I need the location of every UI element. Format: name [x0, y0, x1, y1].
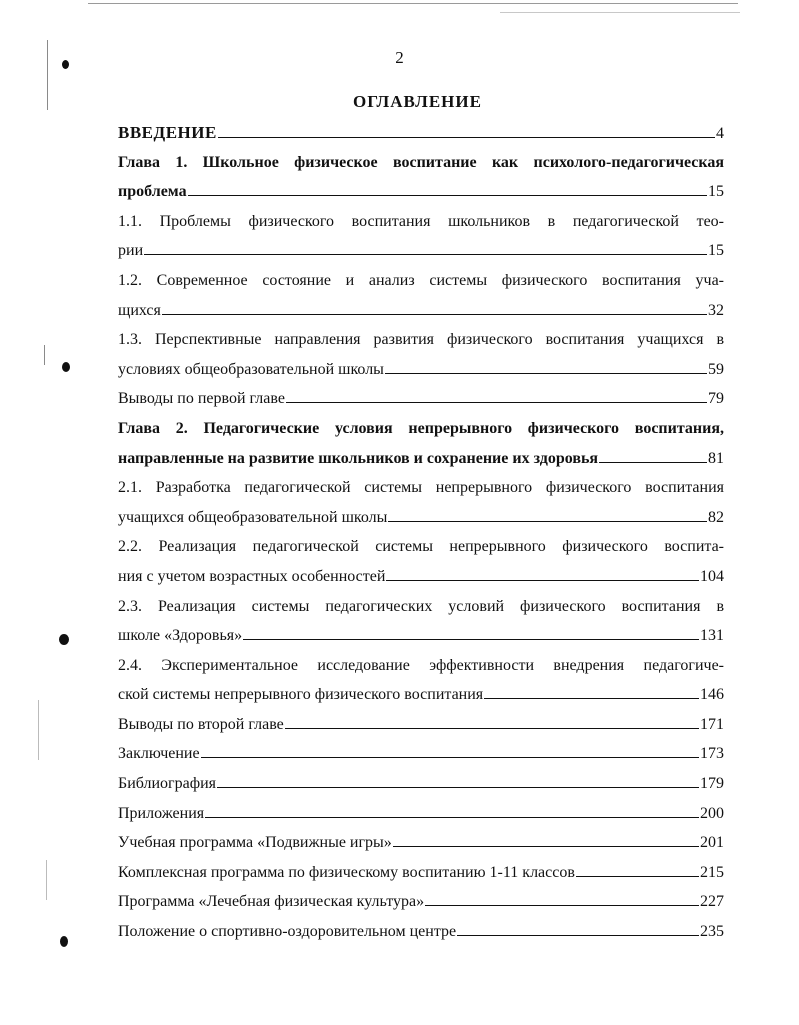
toc-entry — [118, 887, 724, 917]
toc-page-number: 15 — [708, 183, 724, 201]
toc-entry — [118, 651, 724, 710]
binder-hole-mark — [62, 362, 70, 372]
binder-hole-mark — [60, 936, 68, 947]
toc-entry — [118, 858, 724, 888]
toc-entry-text: 2.2. Реализация педагогической системы непрерывного физического воспита- — [118, 538, 724, 556]
table-of-contents — [118, 118, 724, 947]
margin-rule — [38, 700, 39, 760]
leader-line — [218, 137, 715, 138]
toc-title: ОГЛАВЛЕНИЕ — [353, 92, 482, 111]
toc-page-number: 179 — [700, 775, 724, 793]
leader-line — [386, 580, 699, 581]
leader-line — [243, 639, 699, 640]
margin-rule — [46, 860, 47, 900]
leader-line — [385, 373, 707, 374]
leader-line — [484, 698, 699, 699]
toc-entry — [118, 148, 724, 207]
toc-entry-text: ВВЕДЕНИЕ — [118, 123, 217, 142]
toc-entry-text: Библиография — [118, 775, 216, 793]
toc-entry — [118, 710, 724, 740]
toc-entry — [118, 917, 724, 947]
toc-entry — [118, 384, 724, 414]
toc-entry — [118, 325, 724, 384]
toc-entry — [118, 532, 724, 591]
toc-page-number: 81 — [708, 449, 724, 467]
toc-entry-text: проблема — [118, 183, 187, 201]
toc-entry-text: рии — [118, 242, 144, 260]
leader-line — [162, 314, 707, 315]
toc-entry — [118, 118, 724, 148]
toc-entry — [118, 769, 724, 799]
toc-entry-text: Положение о спортивно-оздоровительном центре — [118, 923, 457, 941]
binder-hole-mark — [59, 634, 69, 645]
leader-line — [188, 195, 707, 196]
toc-entry-text: Выводы по первой главе — [118, 390, 285, 408]
toc-page-number: 200 — [700, 804, 724, 822]
toc-entry — [118, 739, 724, 769]
toc-page-number: 171 — [700, 715, 724, 733]
toc-entry — [118, 266, 724, 325]
toc-entry — [118, 799, 724, 829]
leader-line — [457, 935, 699, 936]
toc-entry-text: 1.1. Проблемы физического воспитания школьников в педагогической тео- — [118, 212, 724, 230]
toc-entry-text: Выводы по второй главе — [118, 715, 284, 733]
toc-page-number: 59 — [708, 360, 724, 378]
leader-line — [285, 728, 699, 729]
toc-entry-text: 2.3. Реализация системы педагогических условий физического воспитания в — [118, 597, 724, 615]
toc-entry-text: Учебная программа «Подвижные игры» — [118, 834, 392, 852]
toc-page-number: 146 — [700, 686, 724, 704]
toc-entry-text: 1.3. Перспективные направления развития физического воспитания учащихся в — [118, 331, 724, 349]
toc-page-number: 79 — [708, 390, 724, 408]
toc-entry-text: 1.2. Современное состояние и анализ системы физического воспитания уча- — [118, 271, 724, 289]
toc-page-number: 82 — [708, 508, 724, 526]
toc-entry-text: школе «Здоровья» — [118, 627, 243, 645]
leader-line — [599, 462, 707, 463]
leader-line — [217, 787, 699, 788]
toc-entry — [118, 473, 724, 532]
toc-entry-text: учащихся общеобразовательной школы — [118, 508, 388, 526]
leader-line — [205, 817, 699, 818]
toc-entry-text: Комплексная программа по физическому воспитанию 1-11 классов — [118, 863, 575, 881]
toc-page-number: 32 — [708, 301, 724, 319]
scan-edge-line — [88, 3, 738, 4]
toc-entry-text: Программа «Лечебная физическая культура» — [118, 893, 425, 911]
toc-entry-text: ния с учетом возрастных особенностей — [118, 567, 386, 585]
toc-entry — [118, 414, 724, 473]
toc-page-number: 15 — [708, 242, 724, 260]
leader-line — [425, 905, 699, 906]
scan-edge-line — [500, 12, 740, 13]
toc-entry-text: Глава 2. Педагогические условия непрерывного физического воспитания, — [118, 419, 724, 437]
toc-page-number: 4 — [716, 125, 724, 142]
toc-entry-text: условиях общеобразовательной школы — [118, 360, 384, 378]
leader-line — [393, 846, 699, 847]
leader-line — [286, 402, 707, 403]
leader-line — [144, 254, 707, 255]
toc-entry — [118, 592, 724, 651]
toc-entry-text: 2.1. Разработка педагогической системы непрерывного физического воспитания — [118, 479, 724, 497]
toc-page-number: 227 — [700, 893, 724, 911]
toc-page-number: 173 — [700, 745, 724, 763]
toc-entry-text: щихся — [118, 301, 161, 319]
toc-entry-text: ской системы непрерывного физического воспитания — [118, 686, 484, 704]
toc-entry — [118, 828, 724, 858]
toc-entry-text: направленные на развитие школьников и сохранение их здоровья — [118, 449, 599, 467]
toc-page-number: 131 — [700, 627, 724, 645]
toc-entry-text: Заключение — [118, 745, 200, 763]
leader-line — [576, 876, 699, 877]
leader-line — [201, 757, 699, 758]
margin-rule — [44, 345, 45, 365]
leader-line — [388, 521, 707, 522]
toc-entry — [118, 207, 724, 266]
toc-page-number: 201 — [700, 834, 724, 852]
toc-entry-text: Приложения — [118, 804, 205, 822]
toc-page-number: 215 — [700, 863, 724, 881]
toc-page-number: 235 — [700, 923, 724, 941]
page-number: 2 — [395, 48, 404, 67]
toc-page-number: 104 — [700, 567, 724, 585]
toc-entry-text: Глава 1. Школьное физическое воспитание как психолого-педагогическая — [118, 153, 724, 171]
toc-entry-text: 2.4. Экспериментальное исследование эффективности внедрения педагогиче- — [118, 656, 724, 674]
